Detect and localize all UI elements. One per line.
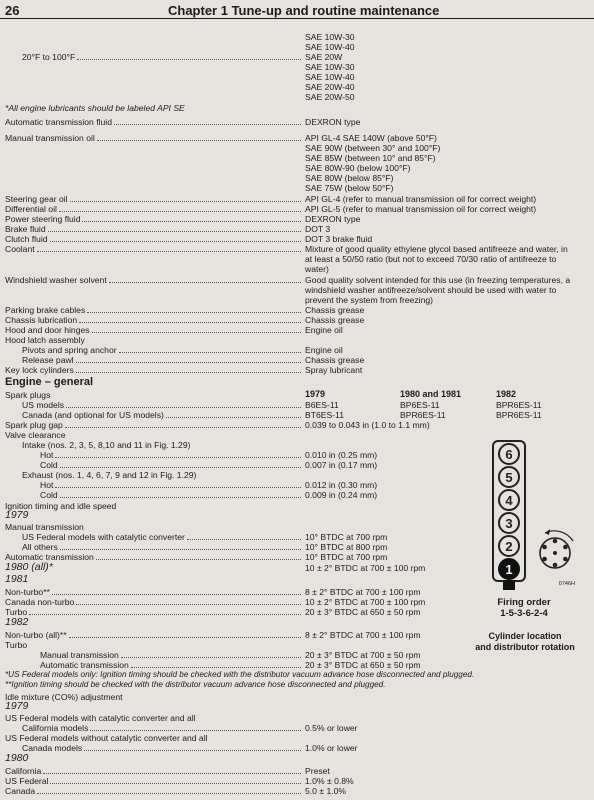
timing-item: Non-turbo (all)** bbox=[5, 630, 67, 640]
gap-label: Spark plug gap bbox=[5, 420, 63, 430]
spark-plug-row bbox=[22, 400, 304, 410]
mto-value: SAE 75W (below 50°F) bbox=[305, 183, 394, 193]
timing-value: 20 ± 3° BTDC at 700 ± 50 rpm bbox=[305, 650, 421, 660]
valve-row bbox=[40, 450, 304, 460]
spark-plug-value: BPR6ES-11 bbox=[400, 410, 446, 420]
fluid-label: Brake fluid bbox=[5, 224, 46, 234]
fluid-value: API GL-5 (refer to manual transmission oil for correct weight) bbox=[305, 204, 537, 214]
idle-value: 5.0 ± 1.0% bbox=[305, 786, 347, 796]
timing-item: All others bbox=[22, 542, 58, 552]
timing-row bbox=[40, 660, 304, 670]
spark-plug-value: B6ES-11 bbox=[305, 400, 339, 410]
washer-row bbox=[5, 275, 304, 285]
temp-range-row bbox=[22, 52, 304, 62]
cylinder-5 bbox=[499, 467, 519, 487]
year-heading: 1979 bbox=[5, 509, 29, 521]
lube-row bbox=[5, 305, 304, 315]
timing-item: Automatic transmission bbox=[5, 552, 94, 562]
valve-temp: Hot bbox=[40, 450, 54, 460]
timing-value: 10° BTDC at 800 rpm bbox=[305, 542, 388, 552]
washer-label: Windshield washer solvent bbox=[5, 275, 107, 285]
hood-latch-value: Engine oil bbox=[305, 345, 343, 355]
oil-grade: SAE 20W bbox=[305, 52, 343, 62]
valve-row bbox=[40, 460, 304, 470]
valve-value: 0.007 in (0.17 mm) bbox=[305, 460, 378, 470]
valve-value: 0.009 in (0.24 mm) bbox=[305, 490, 378, 500]
hood-latch-row bbox=[22, 355, 304, 365]
svg-text:4: 4 bbox=[505, 493, 513, 508]
cylinder-6 bbox=[499, 444, 519, 464]
manual-trans-label: Manual transmission bbox=[5, 522, 84, 532]
mto-value: API GL-4 SAE 140W (above 50°F) bbox=[305, 133, 437, 143]
idle-value: Preset bbox=[305, 766, 330, 776]
lube-row bbox=[5, 325, 304, 335]
idle-item: US Federal models without catalytic converter and all bbox=[5, 733, 208, 743]
lube-label: Hood and door hinges bbox=[5, 325, 90, 335]
header-rule bbox=[0, 18, 594, 19]
lube-row bbox=[5, 315, 304, 325]
coolant-line: water) bbox=[305, 264, 329, 274]
fluid-value: DEXRON type bbox=[305, 214, 361, 224]
turbo-label: Turbo bbox=[5, 640, 28, 650]
cylinder-1 bbox=[499, 559, 519, 579]
svg-text:1: 1 bbox=[505, 562, 513, 577]
spark-plug-value: BT6ES-11 bbox=[305, 410, 345, 420]
idle-item: US Federal bbox=[5, 776, 49, 786]
fluid-value: API GL-4 (refer to manual transmission oil for correct weight) bbox=[305, 194, 537, 204]
timing-item: Canada non-turbo bbox=[5, 597, 75, 607]
oil-grade: SAE 10W-40 bbox=[305, 42, 355, 52]
temp-range: 20°F to 100°F bbox=[22, 52, 76, 62]
year-heading: 1981 bbox=[5, 573, 29, 585]
valve-value: 0.010 in (0.25 mm) bbox=[305, 450, 378, 460]
timing-item: Non-turbo** bbox=[5, 587, 50, 597]
spark-plug-row bbox=[22, 410, 304, 420]
hood-latch-row bbox=[22, 345, 304, 355]
svg-text:2: 2 bbox=[505, 539, 513, 554]
rotation-arrowhead bbox=[545, 529, 550, 535]
gap-value: 0.039 to 0.043 in (1.0 to 1.1 mm) bbox=[305, 420, 430, 430]
fluid-row bbox=[5, 234, 304, 244]
valve-temp: Cold bbox=[40, 490, 58, 500]
mto-value: SAE 85W (between 10° and 85°F) bbox=[305, 153, 436, 163]
lube-value: Engine oil bbox=[305, 325, 343, 335]
firing-order: 1-5-3-6-2-4 bbox=[500, 608, 548, 619]
year-heading: 1982 bbox=[5, 616, 29, 628]
fluid-row bbox=[5, 224, 304, 234]
idle-value: 1.0% or lower bbox=[305, 743, 358, 753]
idle-value: 0.5% or lower bbox=[305, 723, 358, 733]
svg-text:3: 3 bbox=[505, 516, 513, 531]
year-col-header: 1980 and 1981 bbox=[400, 389, 462, 399]
timing-row bbox=[5, 630, 304, 640]
idle-row bbox=[5, 786, 304, 796]
svg-text:6: 6 bbox=[505, 447, 513, 462]
key-lock-row bbox=[5, 365, 304, 375]
crank-block bbox=[503, 580, 515, 590]
hood-latch-label: Hood latch assembly bbox=[5, 335, 85, 345]
footnote: **Ignition timing should be checked with the distributor vacuum advance hose disconnected and plugged. bbox=[5, 680, 386, 689]
mto-label: Manual transmission oil bbox=[5, 133, 95, 143]
fluid-value: DOT 3 bbox=[305, 224, 331, 234]
timing-item: Manual transmission bbox=[40, 650, 119, 660]
valve-temp: Hot bbox=[40, 480, 54, 490]
year-heading: 1980 bbox=[5, 752, 29, 764]
timing-item: Automatic transmission bbox=[40, 660, 129, 670]
year-col-header: 1979 bbox=[305, 389, 326, 399]
cylinder-4 bbox=[499, 490, 519, 510]
valve-temp: Cold bbox=[40, 460, 58, 470]
spark-plug-label: Canada (and optional for US models) bbox=[22, 410, 164, 420]
idle-item: California models bbox=[22, 723, 89, 733]
timing-value: 20 ± 3° BTDC at 650 ± 50 rpm bbox=[305, 660, 421, 670]
key-lock-value: Spray lubricant bbox=[305, 365, 363, 375]
timing-item: Turbo bbox=[5, 607, 28, 617]
year-heading: 1979 bbox=[5, 700, 29, 712]
lube-value: Chassis grease bbox=[305, 315, 365, 325]
cylinder-2 bbox=[499, 536, 519, 556]
idle-item: California bbox=[5, 766, 42, 776]
footnote: *US Federal models only: Ignition timing should be checked with the distributor vacuum advance hose disconnected and plugged. bbox=[5, 670, 475, 679]
coolant-label: Coolant bbox=[5, 244, 35, 254]
fluid-label: Clutch fluid bbox=[5, 234, 48, 244]
fluid-label: Power steering fluid bbox=[5, 214, 81, 224]
idle-row bbox=[22, 723, 304, 733]
timing-row bbox=[5, 607, 304, 617]
idle-row bbox=[5, 766, 304, 776]
idle-item: US Federal models with catalytic converter and all bbox=[5, 713, 196, 723]
spark-plug-label: US models bbox=[22, 400, 65, 410]
timing-value: 8 ± 2° BTDC at 700 ± 100 rpm bbox=[305, 587, 421, 597]
idle-item: Canada bbox=[5, 786, 36, 796]
figure-caption: Cylinder location bbox=[488, 631, 562, 641]
timing-row bbox=[40, 650, 304, 660]
page-number: 26 bbox=[5, 3, 20, 18]
washer-line: prevent the system from freezing) bbox=[305, 295, 433, 305]
svg-text:5: 5 bbox=[505, 470, 513, 485]
fluid-row bbox=[5, 204, 304, 214]
chapter-title: Chapter 1 Tune-up and routine maintenance bbox=[168, 3, 440, 18]
engine-general-heading: Engine – general bbox=[5, 376, 94, 388]
figure-caption: and distributor rotation bbox=[475, 642, 575, 652]
oil-grade: SAE 20W-50 bbox=[305, 92, 355, 102]
valve-row bbox=[40, 480, 304, 490]
idle-label: Idle mixture (CO%) adjustment bbox=[5, 692, 123, 702]
washer-line: windshield washer antifreeze/solvent should be used with water to bbox=[305, 285, 557, 295]
lube-value: Chassis grease bbox=[305, 305, 365, 315]
valve-label: Valve clearance bbox=[5, 430, 66, 440]
timing-value: 10° BTDC at 700 rpm bbox=[305, 532, 388, 542]
spark-plug-value: BP6ES-11 bbox=[400, 400, 440, 410]
mto-value: SAE 80W (below 85°F) bbox=[305, 173, 394, 183]
distributor-cap bbox=[540, 538, 570, 568]
mto-value: SAE 90W (between 30° and 100°F) bbox=[305, 143, 441, 153]
intake-label: Intake (nos. 2, 3, 5, 8,10 and 11 in Fig. 1.29) bbox=[22, 440, 191, 450]
timing-row bbox=[5, 597, 304, 607]
timing-row bbox=[5, 587, 304, 597]
spark-plug-value: BPR6ES-11 bbox=[496, 400, 542, 410]
hood-latch-value: Chassis grease bbox=[305, 355, 365, 365]
timing-value: 10 ± 2° BTDC at 700 ± 100 rpm bbox=[305, 597, 426, 607]
cylinder-3 bbox=[499, 513, 519, 533]
oil-grade: SAE 10W-40 bbox=[305, 72, 355, 82]
timing-label: Ignition timing and idle speed bbox=[5, 501, 117, 511]
mto-value: SAE 80W-90 (below 100°F) bbox=[305, 163, 411, 173]
gap-row bbox=[5, 420, 304, 430]
year-heading: 1980 (all)* bbox=[5, 561, 53, 573]
timing-item: US Federal models with catalytic converter bbox=[22, 532, 185, 542]
timing-value: 10 ± 2° BTDC at 700 ± 100 rpm bbox=[305, 563, 426, 573]
timing-row bbox=[22, 532, 304, 542]
hood-latch-item: Pivots and spring anchor bbox=[22, 345, 117, 355]
idle-value: 1.0% ± 0.8% bbox=[305, 776, 354, 786]
spark-plugs-label: Spark plugs bbox=[5, 390, 51, 400]
coolant-line: Mixture of good quality ethylene glycol based antifreeze and water, in bbox=[305, 244, 568, 254]
timing-value: 20 ± 3° BTDC at 650 ± 50 rpm bbox=[305, 607, 421, 617]
idle-item: Canada models bbox=[22, 743, 83, 753]
figure-code: 0746H bbox=[558, 581, 575, 587]
coolant-row bbox=[5, 244, 304, 254]
idle-row bbox=[22, 743, 304, 753]
lube-label: Chassis lubrication bbox=[5, 315, 78, 325]
fluid-row bbox=[5, 214, 304, 224]
oil-grade: SAE 20W-40 bbox=[305, 82, 355, 92]
cylinder-diagram bbox=[483, 437, 587, 597]
idle-row bbox=[5, 776, 304, 786]
timing-value: 8 ± 2° BTDC at 700 ± 100 rpm bbox=[305, 630, 421, 640]
fluid-label: Steering gear oil bbox=[5, 194, 68, 204]
exhaust-label: Exhaust (nos. 1, 4, 6, 7, 9 and 12 in Fig. 1.29) bbox=[22, 470, 197, 480]
timing-row bbox=[22, 542, 304, 552]
hood-latch-item: Release pawl bbox=[22, 355, 74, 365]
washer-line: Good quality solvent intended for this use (in freezing temperatures, a bbox=[305, 275, 571, 285]
valve-value: 0.012 in (0.30 mm) bbox=[305, 480, 378, 490]
coolant-line: at least a 50/50 ratio (but not to exceed 70/30 ratio of antifreeze to bbox=[305, 254, 557, 264]
key-lock-label: Key lock cylinders bbox=[5, 365, 74, 375]
page-header bbox=[0, 0, 594, 20]
atf-row bbox=[5, 117, 304, 127]
lube-label: Parking brake cables bbox=[5, 305, 86, 315]
oil-grade: SAE 10W-30 bbox=[305, 32, 355, 42]
fluid-label: Differential oil bbox=[5, 204, 57, 214]
valve-row bbox=[40, 490, 304, 500]
api-note: *All engine lubricants should be labeled API SE bbox=[5, 103, 185, 113]
atf-label: Automatic transmission fluid bbox=[5, 117, 112, 127]
spark-plug-value: BPR6ES-11 bbox=[496, 410, 542, 420]
fluid-row bbox=[5, 194, 304, 204]
year-col-header: 1982 bbox=[496, 389, 517, 399]
atf-value: DEXRON type bbox=[305, 117, 361, 127]
fluid-value: DOT 3 brake fluid bbox=[305, 234, 373, 244]
timing-value: 10° BTDC at 700 rpm bbox=[305, 552, 388, 562]
mto-row bbox=[5, 133, 304, 143]
oil-grade: SAE 10W-30 bbox=[305, 62, 355, 72]
firing-order-title: Firing order bbox=[497, 597, 551, 608]
